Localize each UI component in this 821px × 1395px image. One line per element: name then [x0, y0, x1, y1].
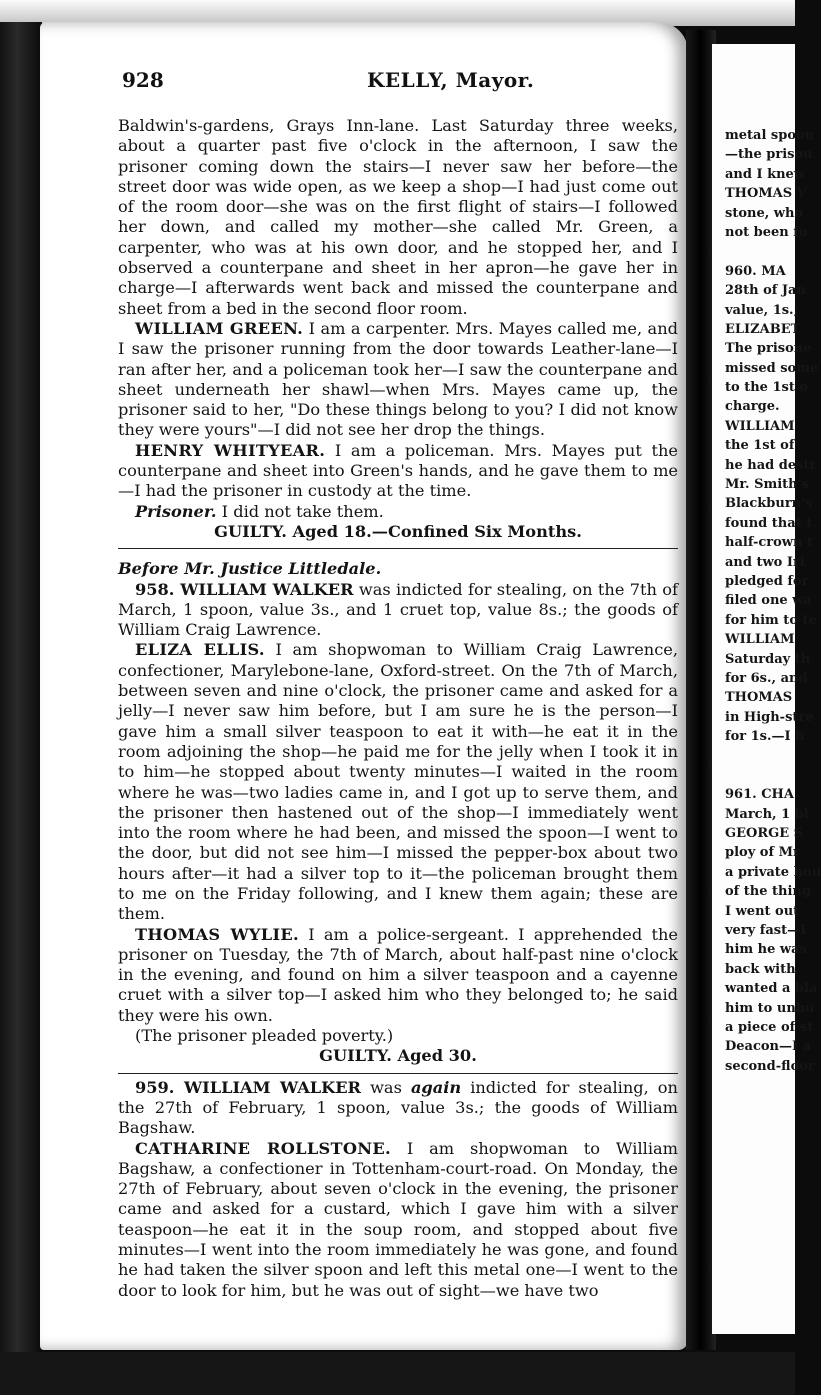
paragraph-mayes-continued: Baldwin's-gardens, Grays Inn-lane. Last Saturday three weeks, about a quarter past five o'clock in the afternoon, I saw the prisoner coming down the stairs—I never saw her before—the street door was wide open, as we keep a shop—I had just come out of the room door—she was on the first flight of stairs—I followed her down, and called my mother—she called Mr. Green, a carpenter, who was at his own door, and he stopped her, and I observed a counterpane and sheet in her apron—he gave her in charge—I afterwards went back and missed the counterpane and sheet from a bed in the second floor room. [118, 116, 678, 318]
next-page-line: Mr. Smith's [725, 477, 809, 493]
next-page-line: not been fo [725, 224, 808, 240]
next-page-line: ploy of Mr [725, 845, 800, 861]
court-heading: Before Mr. Justice Littledale. [118, 559, 382, 579]
next-page-line: GEORGE S [725, 826, 804, 842]
next-page-line [725, 242, 795, 261]
next-page-line: him to unbu [725, 1000, 815, 1016]
next-page-line: in High-stre [725, 709, 814, 725]
next-page-line: half-crown t [725, 535, 813, 551]
next-page-line: THOMAS [725, 690, 793, 706]
witness-name: HENRY WHITYEAR. [135, 440, 326, 460]
next-page-line: for 6s., and [725, 670, 808, 686]
next-page-line: THOMAS V [725, 186, 807, 202]
page-header [122, 68, 682, 98]
next-page-line: charge. [725, 399, 780, 415]
testimony-ellis [118, 640, 678, 924]
next-page-line: pledged for [725, 573, 809, 589]
testimony-whityear [118, 441, 678, 502]
testimony-text: I am shopwoman to William Craig Lawrence, confectioner, Marylebone-lane, Oxford-street. On the 7th of March, between seven and nine o'clock, the prisoner came and asked for a jelly—I never saw him before, but I am sure he is the person—I gave him a small silver teaspoon to eat it with—he eat it in the room adjoining the shop—he paid me for the jelly when I took it in to him—he stopped about twenty minutes—I waited in the room where he was—two ladies came in, and I got up to serve them, and the prisoner then hastened out of the shop—I immediately went into the room where he had been, and missed the spoon—I went to the door, but did not see him—I missed the pepper-box about two hours after—it had a silver top to it—the policeman brought them to me on the Friday following, and I knew them again; these are them. [118, 640, 678, 924]
witness-name: THOMAS WYLIE. [135, 924, 299, 944]
next-page-line: for him to te [725, 612, 817, 628]
next-page-line: of the thing [725, 884, 811, 900]
verdict-958: GUILTY. Aged 30. [319, 1046, 477, 1066]
case-number: 958. WILLIAM WALKER [135, 579, 354, 599]
next-page-line: ELIZABET [725, 321, 801, 337]
testimony-rollstone [118, 1139, 678, 1301]
case-959-indictment [118, 1078, 678, 1139]
testimony-text: I am a police-sergeant. I apprehended the prisoner on Tuesday, the 7th of March, about half-past nine o'clock in the evening, and found on him a silver teaspoon and a cayenne cruet with a silver top—I asked him who they belonged to; he said they were his own. [118, 924, 678, 1025]
next-page-line [725, 766, 795, 785]
case-958-indictment [118, 580, 678, 641]
book-left-edge [0, 22, 42, 1362]
next-page-line: stone, who [725, 205, 804, 221]
testimony-text: I am shopwoman to William Bagshaw, a confectioner in Tottenham-court-road. On Monday, the 27th of February, about seven o'clock in the evening, the prisoner came and asked for a custard, which I gave him with a silver teaspoon—he eat it in the soup room, and stopped about five minutes—I went into the room immediately he was gone, and found he had taken the silver spoon and left this metal one—I went to the door to look for him, but he was out of sight—we have two [118, 1138, 678, 1300]
next-page-line: a private hou [725, 864, 821, 880]
next-page-line: to the 1st o [725, 380, 809, 396]
next-page-line: —the prison [725, 147, 813, 163]
next-page-line: he had destr [725, 457, 817, 473]
next-page-line: missed some [725, 360, 819, 376]
verdict-957: GUILTY. Aged 18.—Confined Six Months. [214, 521, 582, 541]
running-head: KELLY, Mayor. [367, 68, 535, 92]
indictment-word: was [370, 1077, 402, 1097]
testimony-text: I am a carpenter. Mrs. Mayes called me, and I saw the prisoner running from the door towards Leather-lane—I ran after her, and a policeman took her—I saw the counterpane and sheet underneath her shawl—when Mrs. Mayes came up, the prisoner said to her, "Do these things belong to you? I did not know they were yours"—I did not see her drop the things. [118, 318, 678, 440]
next-page-line: WILLIAM [725, 418, 795, 434]
next-page-line: for 1s.—I h [725, 729, 805, 745]
next-page-line: 961. CHA [725, 787, 794, 803]
scan-bottom-edge [0, 1352, 795, 1395]
next-page-line: and I knew [725, 166, 806, 182]
witness-name: ELIZA ELLIS. [135, 640, 265, 660]
indictment-text: was indicted for stealing, on the 7th of March, 1 spoon, value 3s., and 1 cruet top, value 8s.; the goods of William Craig Lawrence. [118, 579, 678, 640]
case-number: 959. WILLIAM WALKER [135, 1077, 362, 1097]
witness-name: CATHARINE ROLLSTONE. [135, 1138, 391, 1158]
poverty-plea: (The prisoner pleaded poverty.) [135, 1026, 394, 1046]
indictment-text: indicted for stealing, on the 27th of February, 1 spoon, value 3s.; the goods of William Bagshaw. [118, 1077, 678, 1138]
next-page-line: 28th of Jan [725, 283, 806, 299]
prisoner-label: Prisoner. [135, 501, 217, 521]
case-divider [118, 1073, 678, 1074]
testimony-green [118, 319, 678, 441]
next-page-line: second-floor [725, 1058, 815, 1074]
page-body [118, 116, 678, 1301]
next-page-line: 960. MA [725, 263, 786, 279]
next-page-line: The prisone [725, 341, 812, 357]
next-page-line: Blackburn's [725, 496, 813, 512]
next-page-line: Saturday th [725, 651, 811, 667]
prisoner-statement [118, 502, 678, 522]
next-page-line: wanted a bla [725, 981, 818, 997]
next-page-line: the 1st of [725, 438, 795, 454]
next-page-line: value, 1s.; [725, 302, 799, 318]
witness-name: WILLIAM GREEN. [135, 318, 304, 338]
prisoner-text: I did not take them. [221, 501, 384, 521]
next-page-line: a piece of st [725, 1019, 814, 1035]
next-page-line: him he was [725, 942, 807, 958]
next-page-line [725, 747, 795, 766]
case-divider [118, 548, 678, 549]
next-page-line: I went out [725, 903, 800, 919]
next-page-line: back with [725, 961, 796, 977]
next-page-line: found that t [725, 515, 813, 531]
next-page-line: WILLIAM [725, 632, 795, 648]
next-page-line: very fast—I [725, 923, 807, 939]
testimony-wylie [118, 925, 678, 1026]
next-page-column [725, 126, 821, 1076]
testimony-text: I am a policeman. Mrs. Mayes put the counterpane and sheet into Green's hands, and he gave them to me—I had the prisoner in custody at the time. [118, 440, 678, 501]
page-number: 928 [122, 68, 164, 92]
next-page-line: Deacon—I a [725, 1039, 812, 1055]
again-word: again [410, 1077, 462, 1097]
next-page-line: metal spoon [725, 128, 815, 143]
next-page-line: filed one wa [725, 593, 812, 609]
next-page-line: March, 1 bl [725, 806, 809, 822]
next-page-line: and two Iri [725, 554, 805, 570]
